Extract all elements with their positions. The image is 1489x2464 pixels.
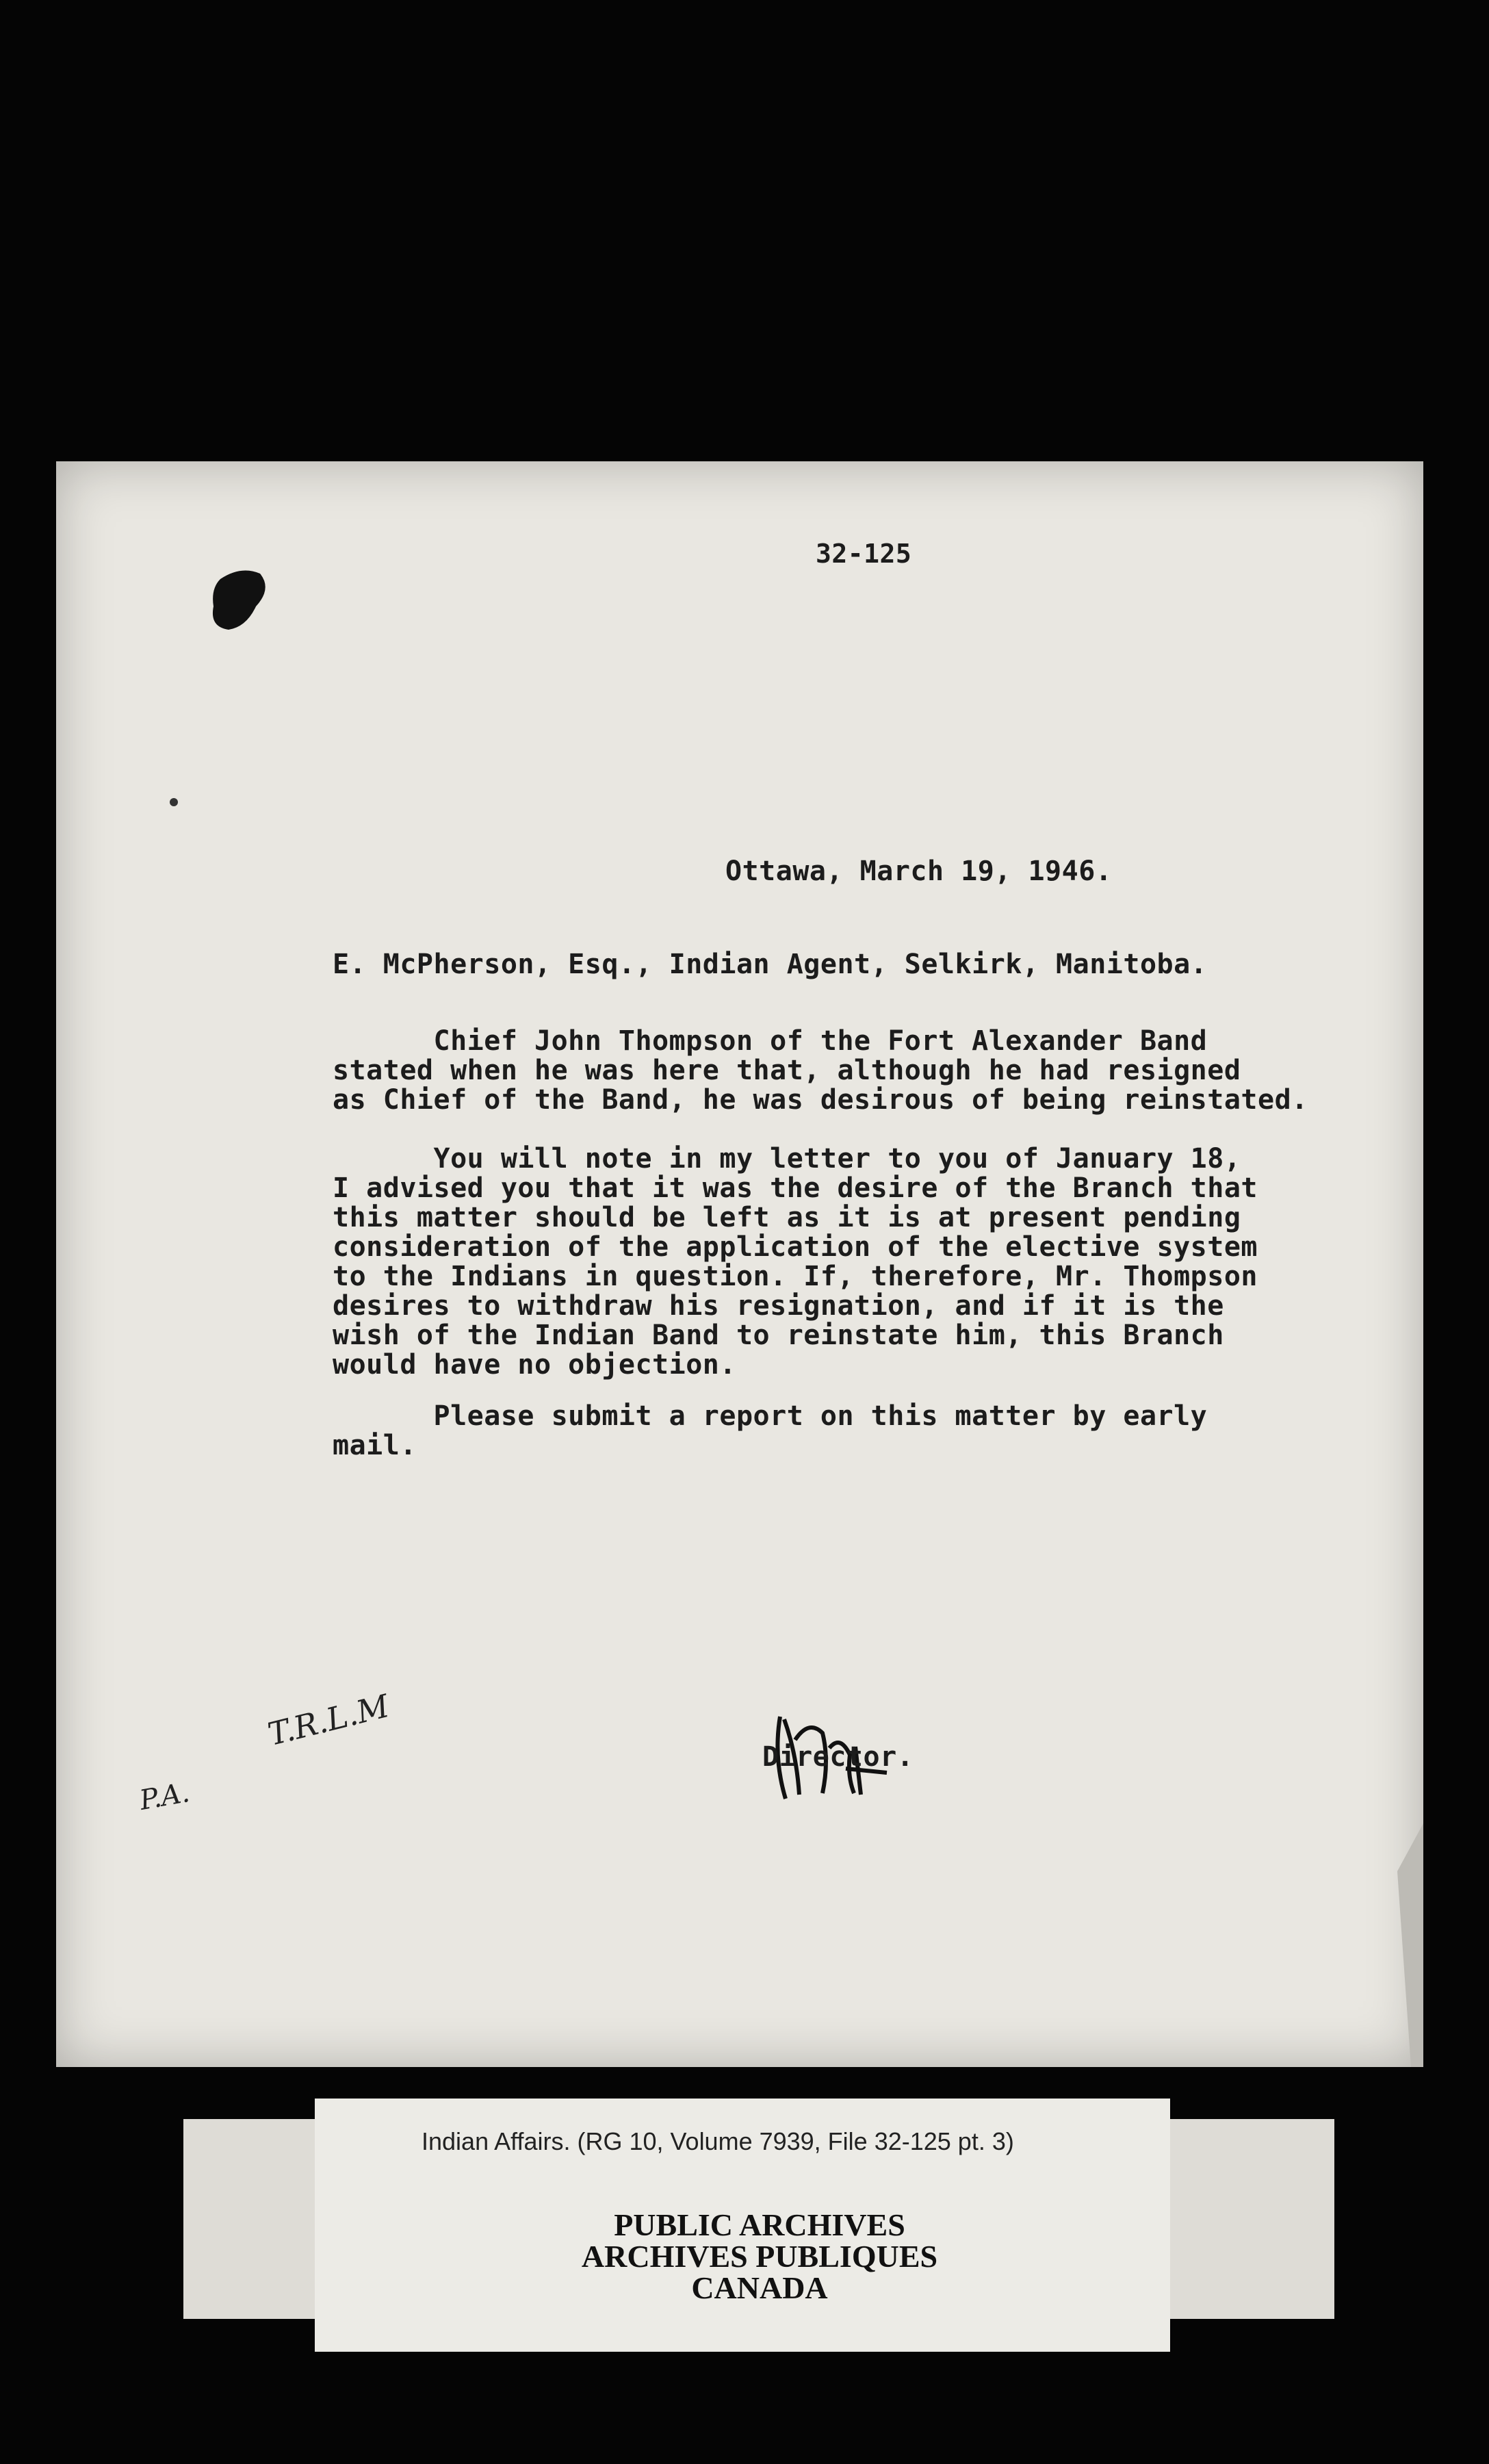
letter-signoff: Director. bbox=[762, 1741, 914, 1773]
page-corner-fold bbox=[1397, 1823, 1423, 2067]
dust-speck bbox=[170, 798, 178, 806]
archive-name bbox=[520, 2209, 999, 2304]
file-number: 32-125 bbox=[816, 539, 912, 569]
letter-addressee: E. McPherson, Esq., Indian Agent, Selkirk, Manitoba. bbox=[333, 949, 1208, 980]
archive-reference: Indian Affairs. (RG 10, Volume 7939, File 32-125 pt. 3) bbox=[422, 2127, 1014, 2155]
ink-blot bbox=[213, 571, 266, 630]
archive-name-line: PUBLIC ARCHIVES bbox=[614, 2207, 905, 2242]
letter-date: Ottawa, March 19, 1946. bbox=[725, 856, 1113, 887]
handwritten-initials: T.R.L.M bbox=[264, 1687, 393, 1753]
letter-paragraph: You will note in my letter to you of January 18, I advised you that it was the desire of the Branch that this matter should be left as it is at present pending consideration of the application of the elective system to the Indians in question. If, therefore, Mr. Thompson desires to withdraw his resignation, and if it is the wish of the Indian Band to reinstate him, this Branch would have no objection. bbox=[333, 1143, 1258, 1381]
handwritten-annotation: P.A. bbox=[137, 1777, 192, 1817]
letter-paragraph: Chief John Thompson of the Fort Alexander Band stated when he was here that, although he had resigned as Chief of the Band, he was desirous of being reinstated. bbox=[333, 1025, 1308, 1116]
letter-paragraph: Please submit a report on this matter by early mail. bbox=[333, 1400, 1208, 1461]
archive-name-line: ARCHIVES PUBLIQUES bbox=[581, 2239, 938, 2274]
archive-name-line: CANADA bbox=[691, 2270, 828, 2305]
